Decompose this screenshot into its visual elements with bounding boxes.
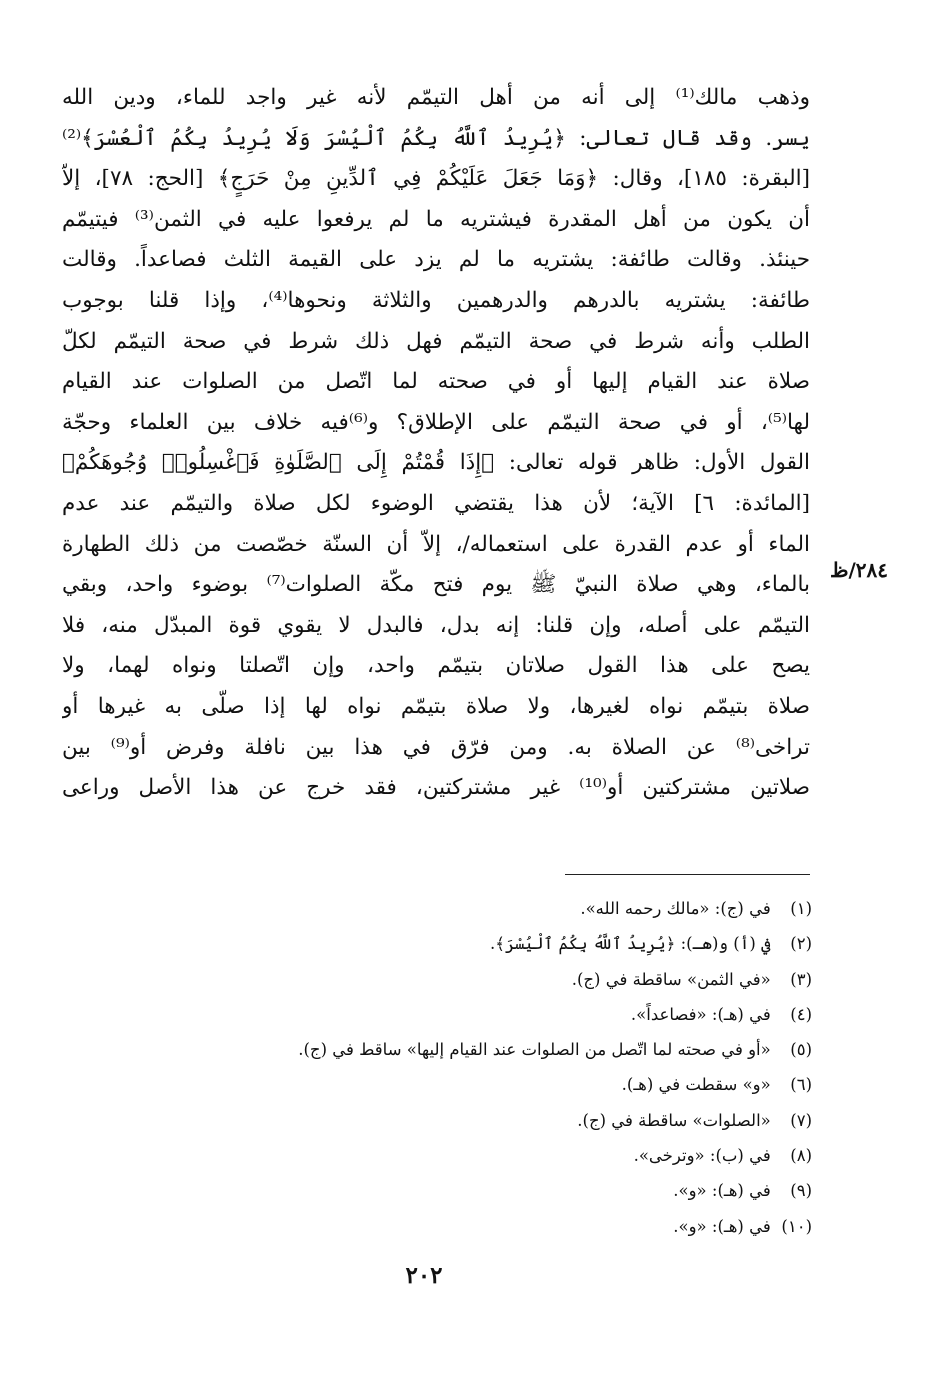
text-line: وذهب مالك⁽¹⁾ إلى أنه من أهل التيمّم لأنه غير واجد للماء، ودين الله: [62, 85, 810, 110]
page-number: ٢٠٢: [405, 1262, 443, 1289]
text-line: أن يكون من أهل المقدرة فيشتريه ما لم يرفعوا عليه في الثمن⁽³⁾ فيتيمّم: [62, 206, 810, 232]
footnote: [140, 1067, 812, 1102]
text-line: لها⁽⁵⁾، أو في صحة التيمّم على الإطلاق؟ و⁽⁶⁾فيه خلاف بين العلماء وحجّة: [62, 409, 810, 435]
footnote: [140, 891, 812, 926]
footnote-text: «أو في صحته لما اتّصل من الصلوات عند القيام إليها» ساقط في (ج).: [298, 1040, 771, 1060]
text-line: بالماء، وهي صلاة النبيّ ﷺ يوم فتح مكّة الصلوات⁽⁷⁾ بوضوء واحد، وبقي: [62, 572, 810, 598]
footnote-text: في (ج): «مالك رحمه الله».: [580, 899, 771, 918]
main-text: [62, 78, 810, 809]
footnote: [140, 1173, 812, 1208]
text-line: القول الأول: ظاهر قوله تعالى: ﴿إِذَا قُمْتُمْ إِلَى ٱلصَّلَوٰةِ فَٱغْسِلُوا۟ وُجُوهَكُمْ﴾: [62, 450, 810, 476]
footnote-number: (٩): [790, 1181, 812, 1201]
footnote: [140, 1103, 812, 1138]
text-line: طائفة: يشتريه بالدرهم والدرهمين والثلاثة ونحوها⁽⁴⁾، وإذا قلنا بوجوب: [62, 287, 810, 313]
text-line: الطلب وأنه شرط في صحة التيمّم فهل ذلك شرط في صحة التيمّم لكلّ: [62, 328, 810, 354]
text-line: صلاة بتيمّم نواه لغيرها، ولا صلاة بتيمّم نواه لها إذا صلّى به غيرها أو: [62, 693, 810, 719]
text-line: يصح على هذا القول صلاتان بتيمّم واحد، وإن اتّصلتا ونواه لهما، ولا: [62, 653, 810, 679]
footnote: [140, 997, 812, 1032]
footnote-number: (٤): [790, 1004, 812, 1024]
text-line: التيمّم على أصله، وإن قلنا: إنه بدل، فالبدل لا يقوي قوة المبدّل منه، فلا: [62, 612, 810, 638]
footnote-number: (٦): [790, 1075, 812, 1095]
footnote-number: (٣): [790, 969, 812, 989]
footnote-text: في (هـ): «فصاعداً».: [630, 1004, 771, 1024]
footnote-text: «الصلوات» ساقطة في (ج).: [577, 1110, 771, 1130]
footnote-number: (٧): [790, 1110, 812, 1130]
footnote: [140, 1209, 812, 1244]
footnotes: [140, 891, 812, 1244]
text-line: [البقرة: ١٨٥]، وقال: ﴿وَمَا جَعَلَ عَلَيْكُمْ فِي ٱلدِّينِ مِنْ حَرَجٍ﴾ [الحج: ٧٨]، إلاّ: [62, 166, 810, 192]
footnote-number: (٥): [790, 1040, 812, 1060]
text-line: صلاتين مشتركتين أو⁽¹⁰⁾ غير مشتركتين، فقد خرج عن هذا الأصل وراعى: [62, 775, 810, 801]
footnote-text: في (هـ): «و».: [673, 1216, 771, 1236]
footnote: [140, 1032, 812, 1067]
footnote-number: (٨): [790, 1146, 812, 1166]
footnote-text: في (أ) و(هـ): ﴿يُرِيدُ ٱللَّهُ بِكُمُ ٱلْيُسْرَ﴾.: [490, 934, 771, 954]
footnote-number: (١): [790, 899, 812, 918]
manuscript-folio-marker: ٢٨٤/ظ: [829, 558, 888, 582]
footnote-number: (٢): [790, 934, 812, 954]
footnote-text: «و» سقطت في (هـ).: [621, 1075, 771, 1095]
text-line: الماء أو عدم القدرة على استعماله/، إلاّ أن السنّة خصّصت من ذلك الطهارة: [62, 531, 810, 557]
footnote-text: «في الثمن» ساقطة في (ج).: [571, 969, 771, 989]
footnote: [140, 926, 812, 961]
footnote-number: (١٠): [781, 1216, 812, 1236]
text-line: يسر. وقد قال تعالى: ﴿يُرِيدُ ٱللَّهُ بِكُمُ ٱلْيُسْرَ وَلَا يُرِيدُ بِكُمُ ٱلْعُسْرَ﴾⁽²⁾: [62, 125, 810, 151]
footnote: [140, 962, 812, 997]
footnote-separator: [565, 874, 810, 875]
text-line: حينئذ. وقالت طائفة: يشتريه ما لم يزد على القيمة الثلث فصاعداً. وقالت: [62, 247, 810, 273]
footnote-text: في (هـ): «و».: [673, 1181, 771, 1201]
text-line: تراخى⁽⁸⁾ عن الصلاة به. ومن فرّق في هذا بين نافلة وفرض أو⁽⁹⁾ بين: [62, 734, 810, 760]
text-line: [المائدة: ٦] الآية؛ لأن هذا يقتضي الوضوء لكل صلاة والتيمّم عند عدم: [62, 490, 810, 516]
footnote: [140, 1138, 812, 1173]
text-line: صلاة عند القيام إليها أو في صحته لما اتّصل من الصلوات عند القيام: [62, 369, 810, 395]
footnote-text: في (ب): «وترخى».: [633, 1146, 771, 1166]
